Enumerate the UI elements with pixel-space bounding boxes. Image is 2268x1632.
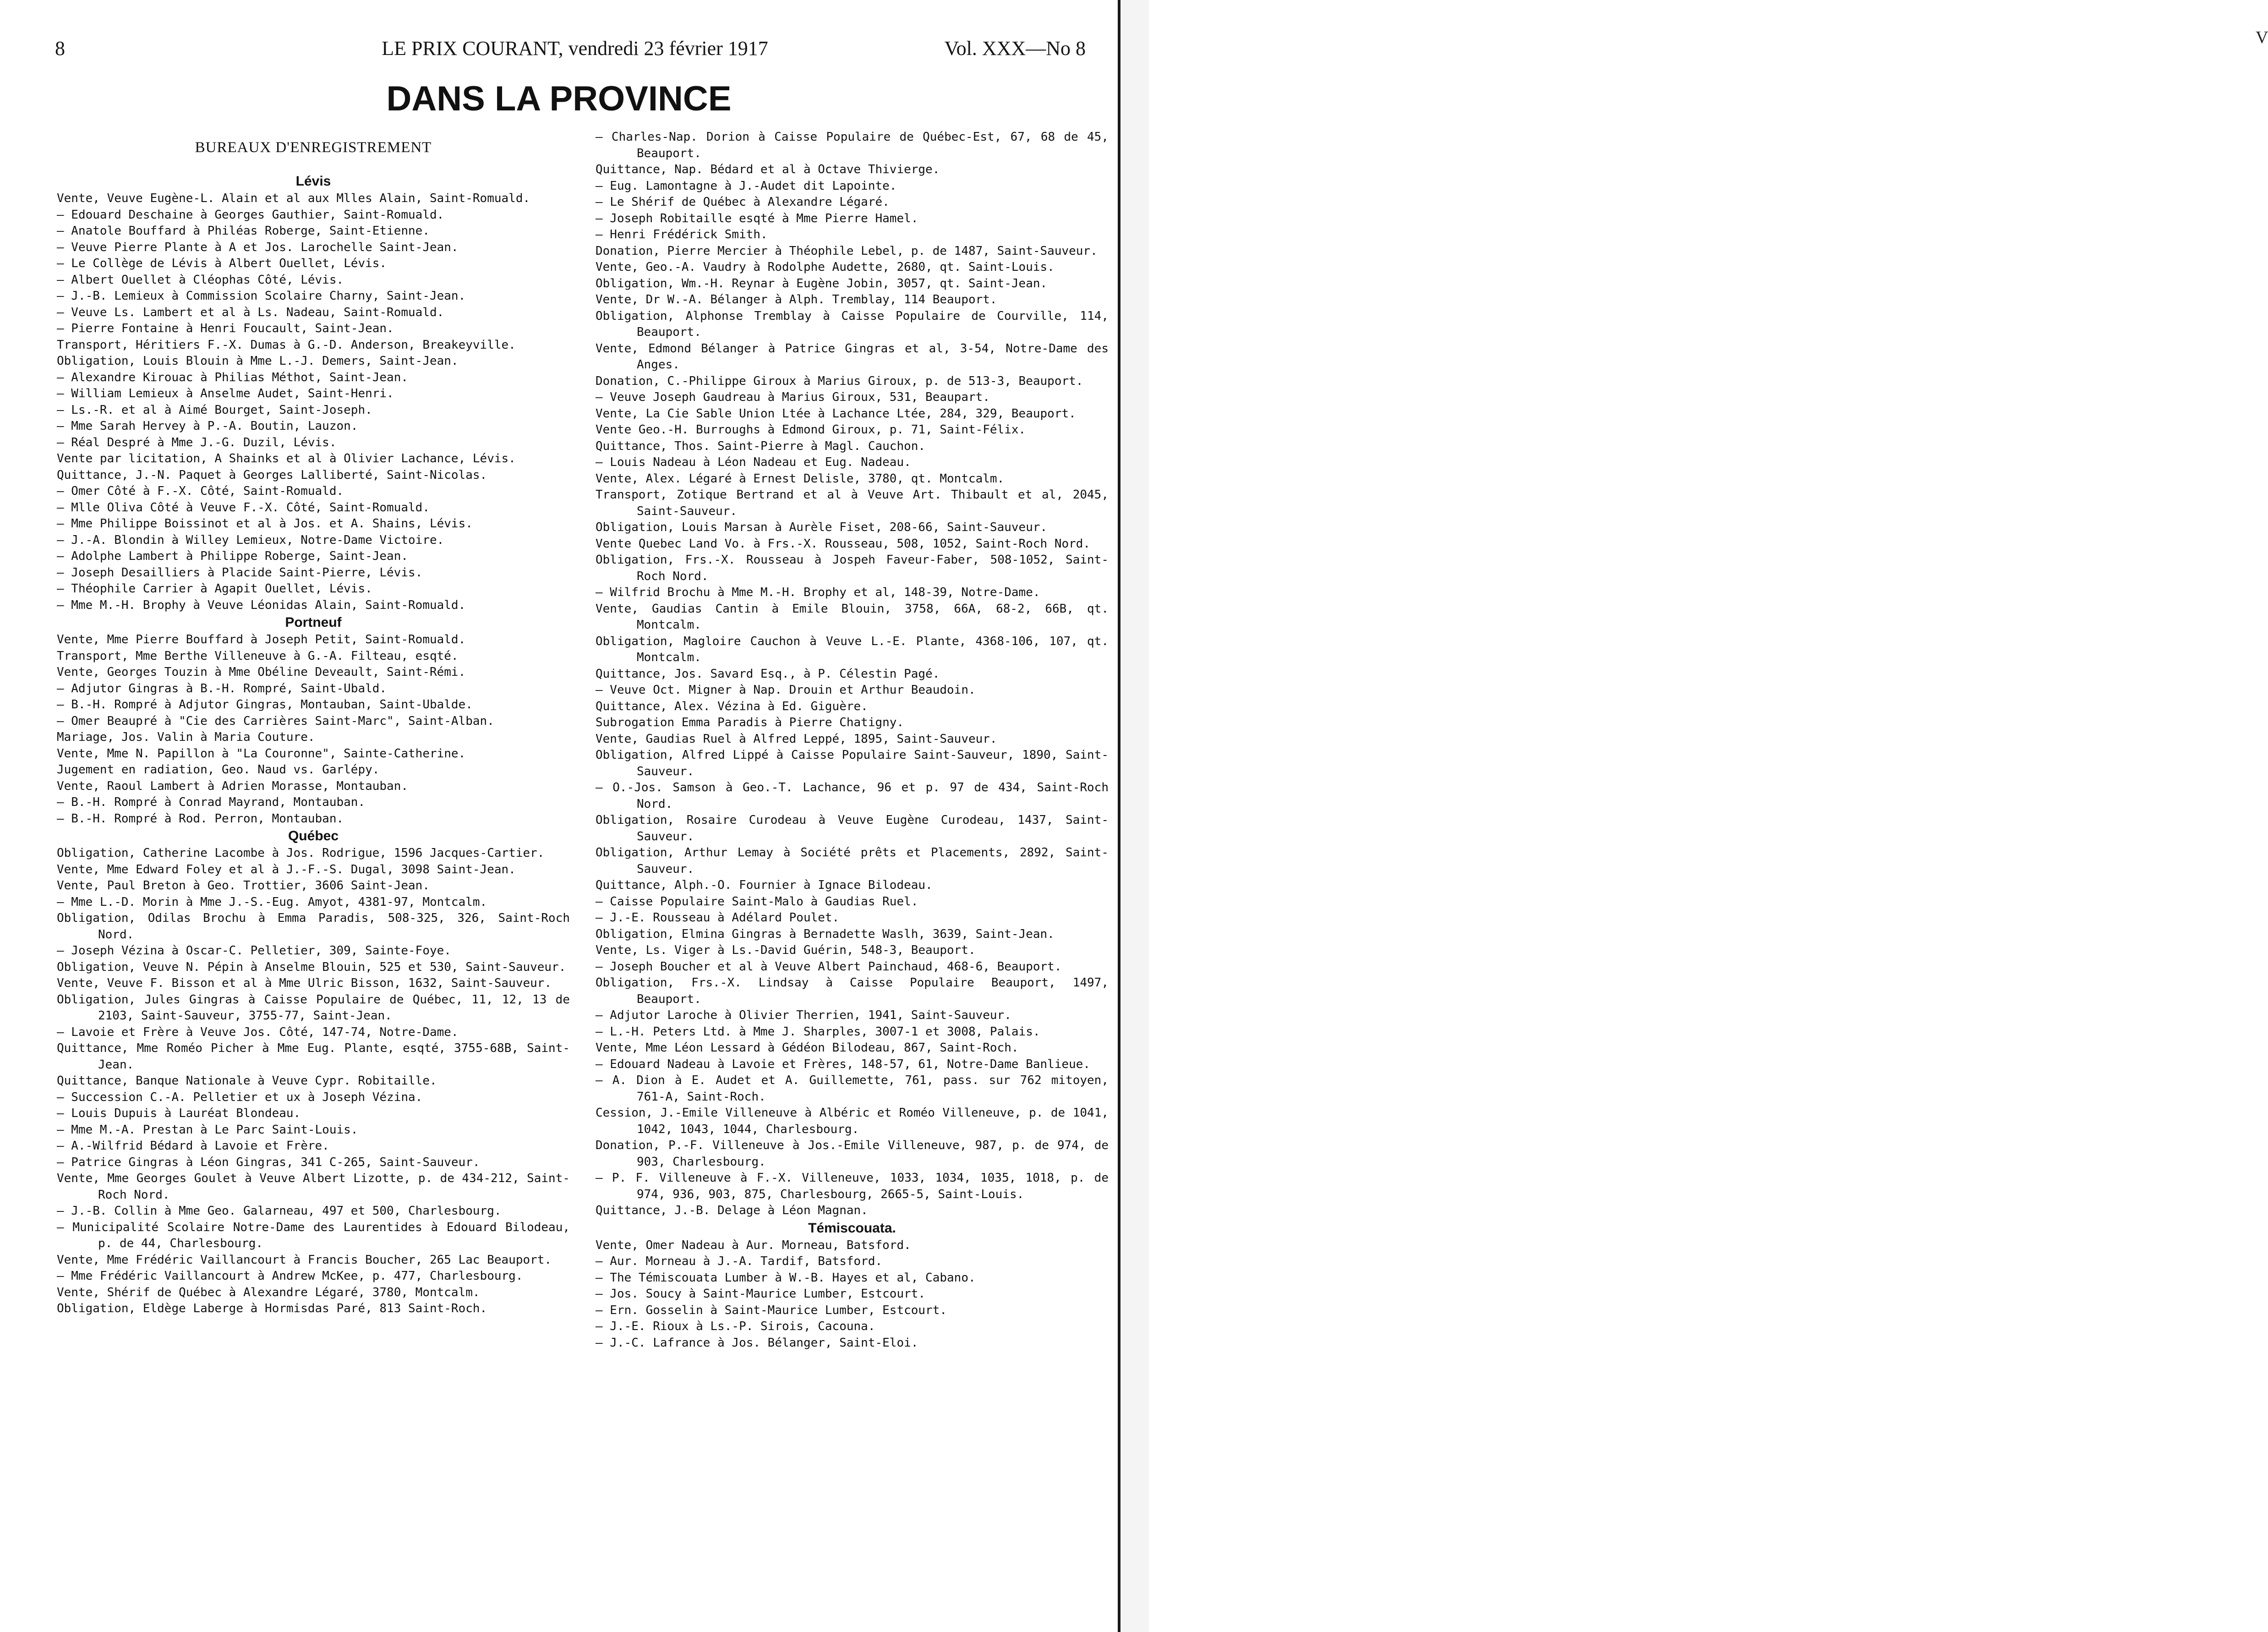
registry-entry: Quittance, Thos. Saint-Pierre à Magl. Cauchon. (596, 439, 926, 453)
registry-entry: Transport, Mme Berthe Villeneuve à G.-A. Filteau, esqté. (57, 649, 459, 663)
registry-entry: — Mme L.-D. Morin à Mme J.-S.-Eug. Amyot, 4381-97, Montcalm. (57, 895, 487, 909)
registry-entry: Vente, Mme Edward Foley et al à J.-F.-S. Dugal, 3098 Saint-Jean. (57, 862, 516, 876)
registry-entry: — Mme Sarah Hervey à P.-A. Boutin, Lauzon. (57, 419, 358, 433)
registry-entry: Vente, Veuve Eugène-L. Alain et al aux Mlles Alain, Saint-Romuald. (57, 192, 530, 205)
registry-entry: — Adolphe Lambert à Philippe Roberge, Saint-Jean. (57, 549, 409, 563)
registry-entry: — Veuve Joseph Gaudreau à Marius Giroux, 531, Beaupart. (596, 390, 990, 404)
registry-entry: — Théophile Carrier à Agapit Ouellet, Lévis. (57, 582, 372, 596)
registry-entry: Obligation, Catherine Lacombe à Jos. Rodrigue, 1596 Jacques-Cartier. (57, 846, 545, 860)
registry-entry: — Veuve Oct. Migner à Nap. Drouin et Arthur Beaudoin. (596, 683, 976, 697)
adjacent-page-letter: V (2256, 28, 2268, 47)
registry-entry: — B.-H. Rompré à Rod. Perron, Montauban. (57, 811, 344, 826)
registry-entry: Donation, Pierre Mercier à Théophile Lebel, p. de 1487, Saint-Sauveur. (596, 244, 1098, 258)
registry-entry: Quittance, J.-N. Paquet à Georges Lalliberté, Saint-Nicolas. (57, 468, 487, 482)
registry-entry: Vente, Dr W.-A. Bélanger à Alph. Tremblay, 114 Beauport. (596, 293, 997, 307)
registry-entry: — Joseph Desailliers à Placide Saint-Pierre, Lévis. (57, 565, 423, 580)
section-title: DANS LA PROVINCE (386, 79, 732, 118)
registry-entry: Obligation, Louis Blouin à Mme L.-J. Demers, Saint-Jean. (57, 354, 459, 368)
registry-entry: Donation, C.-Philippe Giroux à Marius Giroux, p. de 513-3, Beauport. (596, 374, 1083, 388)
registry-entry: Obligation, Frs.-X. Lindsay à Caisse Populaire Beauport, 1497, Beauport. (596, 976, 1109, 1006)
registry-entry: Vente, Ls. Viger à Ls.-David Guérin, 548-3, Beauport. (596, 943, 976, 957)
registry-entry: — William Lemieux à Anselme Audet, Saint-Henri. (57, 387, 394, 400)
registry-entry: — Le Shérif de Québec à Alexandre Légaré. (596, 195, 890, 209)
registry-entry: — Louis Dupuis à Lauréat Blondeau. (57, 1106, 301, 1120)
registry-entry: Quittance, Banque Nationale à Veuve Cypr. Robitaille. (57, 1074, 437, 1088)
registry-entry: — Louis Nadeau à Léon Nadeau et Eug. Nadeau. (596, 455, 911, 469)
registry-entry: — J.-E. Rioux à Ls.-P. Sirois, Cacouna. (596, 1320, 875, 1333)
registry-entry: Vente, Paul Breton à Geo. Trottier, 3606 Saint-Jean. (57, 879, 430, 893)
registry-entry: — Charles-Nap. Dorion à Caisse Populaire de Québec-Est, 67, 68 de 45, Beauport. (596, 130, 1109, 160)
registry-entry: Jugement en radiation, Geo. Naud vs. Garlépy. (57, 763, 380, 777)
registry-entry: Vente, Edmond Bélanger à Patrice Gingras et al, 3-54, Notre-Dame des Anges. (596, 341, 1109, 372)
registry-entry: Obligation, Magloire Cauchon à Veuve L.-E. Plante, 4368-106, 107, qt. Montcalm. (596, 634, 1109, 664)
registry-entry: Subrogation Emma Paradis à Pierre Chatigny. (596, 716, 904, 729)
registry-entry: Vente, Omer Nadeau à Aur. Morneau, Batsford. (596, 1238, 911, 1252)
registry-entry: Obligation, Elmina Gingras à Bernadette Waslh, 3639, Saint-Jean. (596, 927, 1055, 941)
registry-entry: Vente, Alex. Légaré à Ernest Delisle, 3780, qt. Montcalm. (596, 471, 1005, 486)
registry-entry: — Wilfrid Brochu à Mme M.-H. Brophy et al, 148-39, Notre-Dame. (596, 586, 1040, 599)
registry-entry: Vente, Veuve F. Bisson et al à Mme Ulric Bisson, 1632, Saint-Sauveur. (57, 976, 552, 990)
registry-entry: Quittance, Mme Roméo Picher à Mme Eug. Plante, esqté, 3755-68B, Saint-Jean. (57, 1041, 570, 1072)
registry-entry: — Jos. Soucy à Saint-Maurice Lumber, Estcourt. (596, 1287, 926, 1301)
registry-entry: — J.-B. Collin à Mme Geo. Galarneau, 497 et 500, Charlesbourg. (57, 1204, 502, 1218)
registry-entry: — Omer Côté à F.-X. Côté, Saint-Romuald. (57, 484, 344, 498)
registry-entry: Vente, Mme Georges Goulet à Veuve Albert Lizotte, p. de 434-212, Saint-Roch Nord. (57, 1172, 570, 1202)
registry-entry: Quittance, Nap. Bédard et al à Octave Thivierge. (596, 163, 940, 176)
registry-entry: Obligation, Rosaire Curodeau à Veuve Eugène Curodeau, 1437, Saint-Sauveur. (596, 813, 1109, 843)
region-heading: Témiscouata. (808, 1220, 896, 1236)
registry-entry: — Omer Beaupré à "Cie des Carrières Saint-Marc", Saint-Alban. (57, 714, 494, 728)
registry-entry: Cession, J.-Emile Villeneuve à Albéric et Roméo Villeneuve, p. de 1041, 1042, 1043, 1044, Charlesbourg. (596, 1106, 1109, 1136)
registry-entry: Obligation, Odilas Brochu à Emma Paradis, 508-325, 326, Saint-Roch Nord. (57, 911, 570, 942)
registry-entry: — J.-A. Blondin à Willey Lemieux, Notre-Dame Victoire. (57, 533, 444, 547)
page-header (32, 34, 1118, 66)
registry-entry: — Mme M.-H. Brophy à Veuve Léonidas Alain, Saint-Romuald. (57, 598, 466, 612)
registry-entry: — J.-C. Lafrance à Jos. Bélanger, Saint-Eloi. (596, 1336, 918, 1350)
registry-entry: — Mme Philippe Boissinot et al à Jos. et A. Shains, Lévis. (57, 517, 473, 531)
registry-entry: Quittance, Alph.-O. Fournier à Ignace Bilodeau. (596, 878, 933, 892)
registry-entry: — Joseph Vézina à Oscar-C. Pelletier, 309, Sainte-Foye. (57, 944, 451, 958)
registry-entry: Vente Geo.-H. Burroughs à Edmond Giroux, p. 71, Saint-Félix. (596, 423, 1026, 437)
registry-entry: — B.-H. Rompré à Adjutor Gingras, Montauban, Saint-Ubalde. (57, 698, 473, 712)
registry-entry: Vente, Mme Pierre Bouffard à Joseph Petit, Saint-Romuald. (57, 633, 466, 646)
registry-entry: Vente, Gaudias Ruel à Alfred Leppé, 1895, Saint-Sauveur. (596, 732, 997, 746)
registry-entry: — Adjutor Laroche à Olivier Therrien, 1941, Saint-Sauveur. (596, 1008, 1011, 1022)
registry-entry: Obligation, Alfred Lippé à Caisse Populaire Saint-Sauveur, 1890, Saint-Sauveur. (596, 748, 1109, 778)
registry-entry: Obligation, Frs.-X. Rousseau à Jospeh Faveur-Faber, 508-1052, Saint-Roch Nord. (596, 553, 1109, 583)
registry-entry: — Mme Frédéric Vaillancourt à Andrew McKee, p. 477, Charlesbourg. (57, 1269, 523, 1283)
registry-entry: — Ls.-R. et al à Aimé Bourget, Saint-Joseph. (57, 403, 372, 417)
registry-entry: — Veuve Pierre Plante à A et Jos. Larochelle Saint-Jean. (57, 240, 459, 254)
registry-entry: — Mme M.-A. Prestan à Le Parc Saint-Louis. (57, 1123, 358, 1137)
registry-entry: Vente, Mme Frédéric Vaillancourt à Francis Boucher, 265 Lac Beauport. (57, 1253, 552, 1267)
registry-entry: Obligation, Eldège Laberge à Hormisdas Paré, 813 Saint-Roch. (57, 1302, 487, 1315)
registry-entry: — B.-H. Rompré à Conrad Mayrand, Montauban. (57, 795, 366, 809)
registry-entry: — P. F. Villeneuve à F.-X. Villeneuve, 1033, 1034, 1035, 1018, p. de 974, 936, 903, 875, Charlesbourg, 2665-5, Saint-Louis. (596, 1171, 1109, 1201)
registry-entry: — Pierre Fontaine à Henri Foucault, Saint-Jean. (57, 322, 394, 335)
registry-entry: Obligation, Alphonse Tremblay à Caisse Populaire de Courville, 114, Beauport. (596, 309, 1109, 339)
volume-number: Vol. XXX—No 8 (944, 37, 1086, 60)
registry-entry: Quittance, Alex. Vézina à Ed. Giguère. (596, 699, 868, 713)
registry-entry: — Patrice Gingras à Léon Gingras, 341 C-265, Saint-Sauveur. (57, 1155, 480, 1169)
registry-entry: — Succession C.-A. Pelletier et ux à Joseph Vézina. (57, 1090, 423, 1104)
registry-entry: Vente, Mme N. Papillon à "La Couronne", Sainte-Catherine. (57, 746, 466, 761)
registry-entry: — Ern. Gosselin à Saint-Maurice Lumber, Estcourt. (596, 1303, 947, 1317)
registry-entry: — Joseph Robitaille esqté à Mme Pierre Hamel. (596, 211, 918, 225)
registry-entry: Vente, Mme Léon Lessard à Gédéon Bilodeau, 867, Saint-Roch. (596, 1041, 1019, 1055)
registry-entry: — Henri Frédérick Smith. (596, 228, 768, 241)
registry-entry: Vente, Gaudias Cantin à Emile Blouin, 3758, 66A, 68-2, 66B, qt. Montcalm. (596, 602, 1109, 632)
left-column (57, 129, 570, 1317)
registry-entry: — Caisse Populaire Saint-Malo à Gaudias Ruel. (596, 894, 918, 909)
registry-entry: — Municipalité Scolaire Notre-Dame des Laurentides à Edouard Bilodeau, p. de 44, Charlesbourg. (57, 1220, 570, 1250)
registry-entry: Vente, Geo.-A. Vaudry à Rodolphe Audette, 2680, qt. Saint-Louis. (596, 260, 1055, 274)
registry-entry: Vente, Shérif de Québec à Alexandre Légaré, 3780, Montcalm. (57, 1285, 480, 1299)
registry-entry: — Albert Ouellet à Cléophas Côté, Lévis. (57, 273, 344, 287)
registry-entry: Quittance, J.-B. Delage à Léon Magnan. (596, 1204, 868, 1217)
registry-entry: — The Témiscouata Lumber à W.-B. Hayes et al, Cabano. (596, 1271, 976, 1285)
registry-entry: Transport, Zotique Bertrand et al à Veuve Art. Thibault et al, 2045, Saint-Sauveur. (596, 488, 1109, 518)
registry-entry: — Anatole Bouffard à Philéas Roberge, Saint-Etienne. (57, 224, 430, 238)
registry-entry: — Eug. Lamontagne à J.-Audet dit Lapointe. (596, 179, 897, 193)
registry-entry: Obligation, Arthur Lemay à Société prêts et Placements, 2892, Saint-Sauveur. (596, 846, 1109, 876)
right-column (596, 129, 1109, 1351)
right-column-entries (596, 129, 1109, 1351)
registry-entry: — J.-E. Rousseau à Adélard Poulet. (596, 911, 840, 925)
registry-entry: Vente, Georges Touzin à Mme Obéline Deveault, Saint-Rémi. (57, 665, 466, 679)
registry-entry: — A. Dion à E. Audet et A. Guillemette, 761, pass. sur 762 mitoyen, 761-A, Saint-Roch. (596, 1073, 1109, 1104)
page-number: 8 (55, 37, 65, 60)
registry-entry: Mariage, Jos. Valin à Maria Couture. (57, 730, 315, 744)
registry-entry: Donation, P.-F. Villeneuve à Jos.-Emile Villeneuve, 987, p. de 974, de 903, Charlesbourg. (596, 1139, 1109, 1169)
registry-entry: — Réal Despré à Mme J.-G. Duzil, Lévis. (57, 435, 337, 449)
registry-entry: — O.-Jos. Samson à Geo.-T. Lachance, 96 et p. 97 de 434, Saint-Roch Nord. (596, 781, 1109, 811)
registry-entry: — Lavoie et Frère à Veuve Jos. Côté, 147-74, Notre-Dame. (57, 1025, 459, 1039)
registry-entry: — Joseph Boucher et al à Veuve Albert Painchaud, 468-6, Beauport. (596, 959, 1062, 974)
adjacent-page-strip (1120, 0, 2268, 1632)
registry-entry: — Aur. Morneau à J.-A. Tardif, Batsford. (596, 1254, 883, 1268)
registry-entry: — Alexandre Kirouac à Philias Méthot, Saint-Jean. (57, 370, 409, 384)
registry-entry: Transport, Héritiers F.-X. Dumas à G.-D. Anderson, Breakeyville. (57, 338, 516, 352)
registry-entry: Obligation, Wm.-H. Reynar à Eugène Jobin, 3057, qt. Saint-Jean. (596, 276, 1048, 290)
region-heading: Québec (288, 828, 339, 843)
registry-entry: — A.-Wilfrid Bédard à Lavoie et Frère. (57, 1139, 329, 1153)
bureaux-heading: BUREAUX D'ENREGISTREMENT (195, 139, 432, 156)
registry-entry: Vente par licitation, A Shainks et al à Olivier Lachance, Lévis. (57, 452, 516, 466)
registry-entry: — Mlle Oliva Côté à Veuve F.-X. Côté, Saint-Romuald. (57, 500, 430, 515)
registry-entry: Vente, La Cie Sable Union Ltée à Lachance Ltée, 284, 329, Beauport. (596, 406, 1076, 421)
region-heading: Lévis (295, 174, 331, 189)
left-column-entries (57, 173, 570, 1317)
registry-entry: Vente Quebec Land Vo. à Frs.-X. Rousseau, 508, 1052, Saint-Roch Nord. (596, 537, 1091, 551)
registry-entry: Obligation, Veuve N. Pépin à Anselme Blouin, 525 et 530, Saint-Sauveur. (57, 960, 566, 974)
newspaper-title: LE PRIX COURANT, vendredi 23 février 1917 (382, 37, 768, 60)
region-heading: Portneuf (285, 615, 342, 630)
registry-entry: Obligation, Louis Marsan à Aurèle Fiset, 208-66, Saint-Sauveur. (596, 520, 1048, 534)
registry-entry: — Edouard Nadeau à Lavoie et Frères, 148-57, 61, Notre-Dame Banlieue. (596, 1057, 1091, 1071)
registry-entry: — Veuve Ls. Lambert et al à Ls. Nadeau, Saint-Romuald. (57, 305, 444, 319)
registry-entry: Obligation, Jules Gingras à Caisse Populaire de Québec, 11, 12, 13 de 2103, Saint-Sauveur, 3755-77, Saint-Jean. (57, 992, 570, 1023)
registry-entry: — Edouard Deschaine à Georges Gauthier, Saint-Romuald. (57, 208, 444, 222)
registry-entry: Vente, Raoul Lambert à Adrien Morasse, Montauban. (57, 779, 409, 793)
registry-entry: — Adjutor Gingras à B.-H. Rompré, Saint-Ubald. (57, 681, 387, 696)
registry-entry: — J.-B. Lemieux à Commission Scolaire Charny, Saint-Jean. (57, 289, 466, 303)
registry-entry: — Le Collège de Lévis à Albert Ouellet, Lévis. (57, 257, 387, 270)
registry-entry: — L.-H. Peters Ltd. à Mme J. Sharples, 3007-1 et 3008, Palais. (596, 1024, 1040, 1039)
registry-entry: Quittance, Jos. Savard Esq., à P. Célestin Pagé. (596, 667, 940, 681)
